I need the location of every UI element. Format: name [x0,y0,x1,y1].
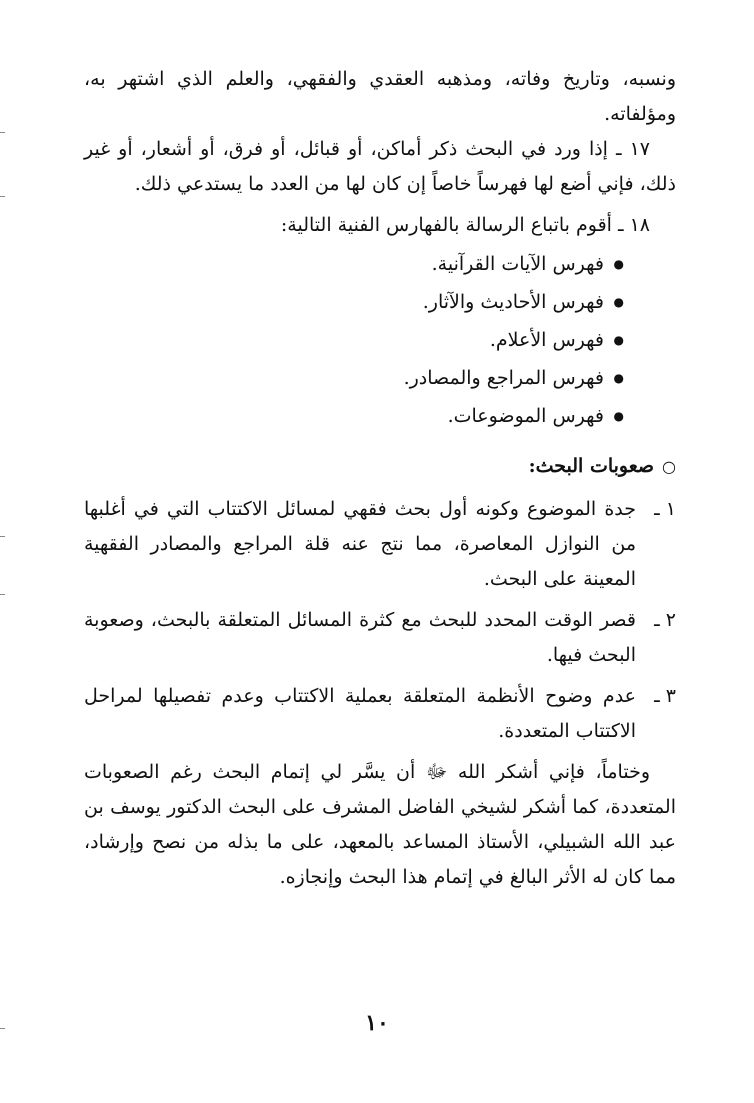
difficulty-text: جدة الموضوع وكونه أول بحث فقهي لمسائل الاكتتاب التي في أغلبها من النوازل المعاصرة، مما نتج عنه قلة المراجع والمصادر الفقهية المعينة على البحث. [84,498,636,590]
difficulty-number: ١ ـ [654,498,676,520]
index-item: ● فهرس المراجع والمصادر. [84,359,624,397]
difficulty-item [84,603,676,673]
difficulty-item [84,679,676,749]
closing-section [84,755,676,895]
difficulty-item [84,492,676,597]
difficulty-number: ٢ ـ [654,609,676,631]
page-number: ١٠ [365,1010,389,1036]
ring-icon: ○ [662,457,676,476]
section-heading-text: صعوبات البحث: [528,455,655,477]
index-item: ● فهرس الأحاديث والآثار. [84,283,624,321]
closing-paragraph: وختاماً، فإني أشكر الله ﷻ أن يسَّر لي إتمام البحث رغم الصعوبات المتعددة، كما أشكر لشيخي الفاضل المشرف على البحث الدكتور يوسف بن عبد الله الشبيلي، الأستاذ المساعد بالمعهد، على ما بذله من نصح وإرشاد، مما كان له الأثر البالغ في إتمام هذا البحث وإنجازه. [84,761,676,888]
paragraph-continuation: ونسبه، وتاريخ وفاته، ومذهبه العقدي والفقهي، والعلم الذي اشتهر به، ومؤلفاته. [84,68,676,125]
index-item: ● فهرس الآيات القرآنية. [84,245,624,283]
margin-mark [0,594,5,595]
index-item: ● فهرس الأعلام. [84,321,624,359]
margin-mark [0,536,5,537]
paragraph-18: ١٨ ـ أقوم باتباع الرسالة بالفهارس الفنية التالية: [280,214,650,236]
index-list [84,245,676,435]
paragraph-17: ١٧ ـ إذا ورد في البحث ذكر أماكن، أو قبائل، أو فرق، أو أشعار، أو غير ذلك، فإني أضع لها فهرساً خاصاً إن كان لها من العدد ما يستدعي ذلك. [84,138,676,195]
section-heading [84,449,676,484]
page-body [84,62,676,895]
index-item: ● فهرس الموضوعات. [84,397,624,435]
difficulty-number: ٣ ـ [654,685,676,707]
margin-mark [0,132,5,133]
margin-mark [0,196,5,197]
difficulty-text: عدم وضوح الأنظمة المتعلقة بعملية الاكتتاب وعدم تفصيلها لمراحل الاكتتاب المتعددة. [84,685,636,742]
difficulty-text: قصر الوقت المحدد للبحث مع كثرة المسائل المتعلقة بالبحث، وصعوبة البحث فيها. [84,609,636,666]
